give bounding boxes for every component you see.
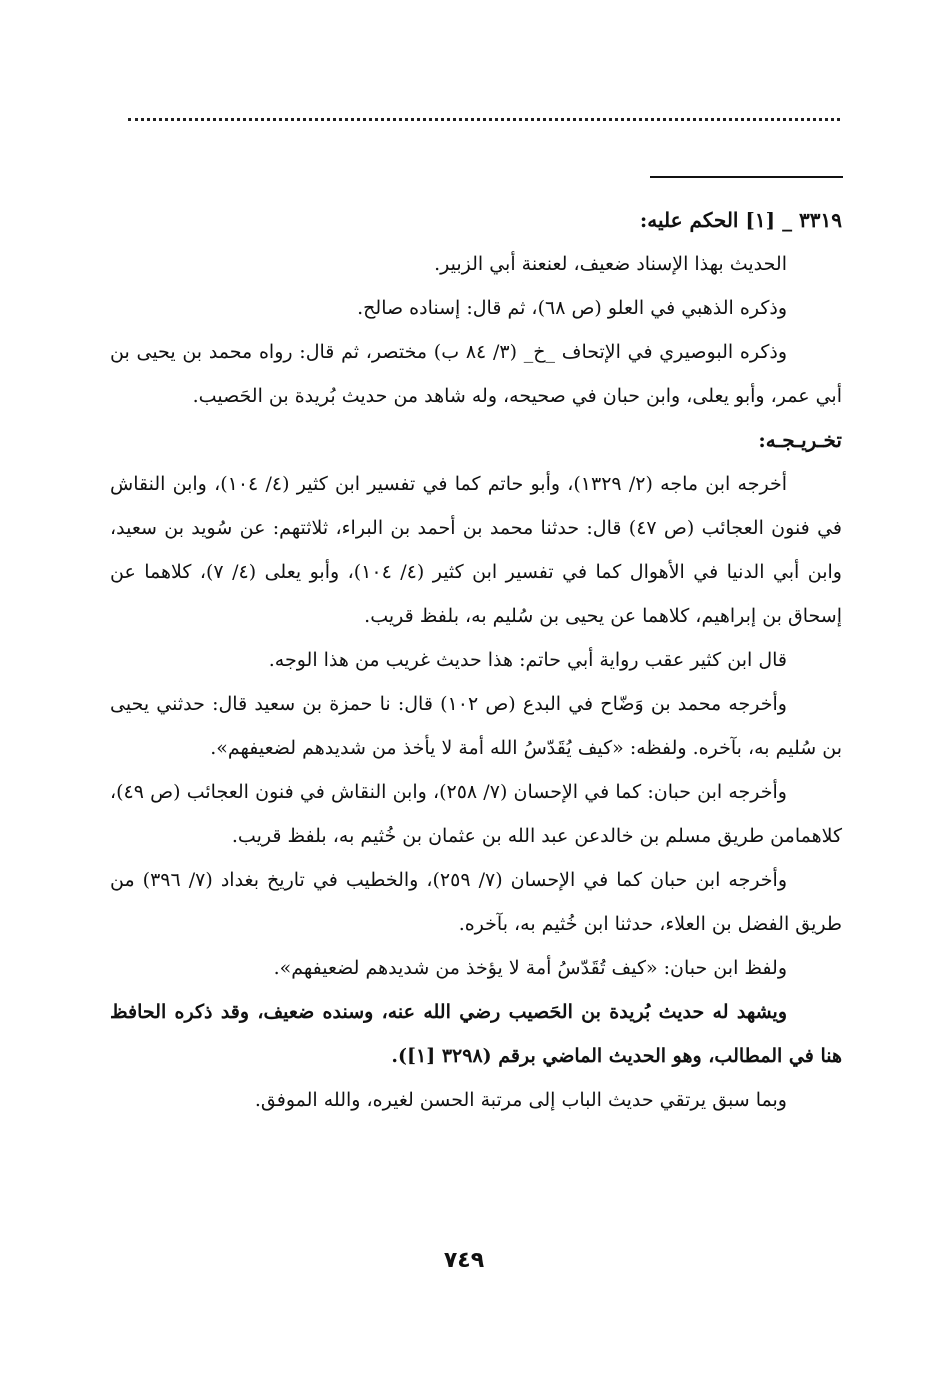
takhrij-paragraph: وأخرجه ابن حبان كما في الإحسان (٧/ ٢٥٩)، والخطيب في تاريخ بغداد (٧/ ٣٩٦) من طريق الفضل بن العلاء، حدثنا ابن خُثيم به، بآخره.: [110, 869, 842, 935]
takhrij-paragraph: وأخرجه محمد بن وَضّاح في البدع (ص ١٠٢) قال: نا حمزة بن سعيد قال: حدثني يحيى بن سُليم به، بآخره. ولفظه: «كيف يُقَدّسُ الله أمة لا يأخذ من شديدهم لضعيفهم».: [110, 693, 842, 759]
page-body: [110, 198, 842, 1122]
takhrij-paragraph: ولفظ ابن حبان: «كيف تُقَدّسُ أمة لا يؤخذ من شديدهم لضعيفهم».: [273, 957, 787, 979]
section-heading: ٣٣١٩ _ [١] الحكم عليه:: [639, 208, 842, 232]
takhrij-paragraph: ويشهد له حديث بُريدة بن الحَصيب رضي الله عنه، وسنده ضعيف، وقد ذكره الحافظ هنا في المطالب، وهو الحديث الماضي برقم (٣٢٩٨ [١]).: [110, 1001, 842, 1067]
page-number: ٧٤٩: [443, 1248, 485, 1273]
paragraph-dhahabi: وذكره الذهبي في العلو (ص ٦٨)، ثم قال: إسناده صالح.: [357, 297, 787, 319]
paragraph-ruling: الحديث بهذا الإسناد ضعيف، لعنعنة أبي الزبير.: [434, 253, 787, 275]
takhrij-paragraph: وبما سبق يرتقي حديث الباب إلى مرتبة الحسن لغيره، والله الموفق.: [254, 1089, 787, 1111]
takhrij-paragraph: أخرجه ابن ماجه (٢/ ١٣٢٩)، وأبو حاتم كما في تفسير ابن كثير (٤/ ١٠٤)، وابن النقاش في فنون العجائب (ص ٤٧) قال: حدثنا محمد بن أحمد بن البراء، ثلاثتهم: عن سُويد بن سعيد، وابن أبي الدنيا في الأهوال كما في تفسير ابن كثير (٤/ ١٠٤)، وأبو يعلى (٤/ ٧)، كلاهما عن إسحاق بن إبراهيم، كلاهما عن يحيى بن سُليم به، بلفظ قريب.: [110, 473, 842, 627]
footnote-rule: [650, 176, 843, 178]
takhrij-paragraph: قال ابن كثير عقب رواية أبي حاتم: هذا حديث غريب من هذا الوجه.: [268, 649, 787, 671]
takhrij-heading: تخـريـجـه:: [758, 428, 842, 452]
dotted-separator: [128, 118, 840, 121]
paragraph-busiri: وذكره البوصيري في الإتحاف _خ_ (٣/ ٨٤ ب) مختصر، ثم قال: رواه محمد بن يحيى بن أبي عمر، وأبو يعلى، وابن حبان في صحيحه، وله شاهد من حديث بُريدة بن الحَصيب.: [110, 341, 842, 407]
takhrij-paragraph: وأخرجه ابن حبان: كما في الإحسان (٧/ ٢٥٨)، وابن النقاش في فنون العجائب (ص ٤٩)، كلاهمامن طريق مسلم بن خالدعن عبد الله بن عثمان بن خُثيم به، بلفظ قريب.: [110, 781, 842, 847]
